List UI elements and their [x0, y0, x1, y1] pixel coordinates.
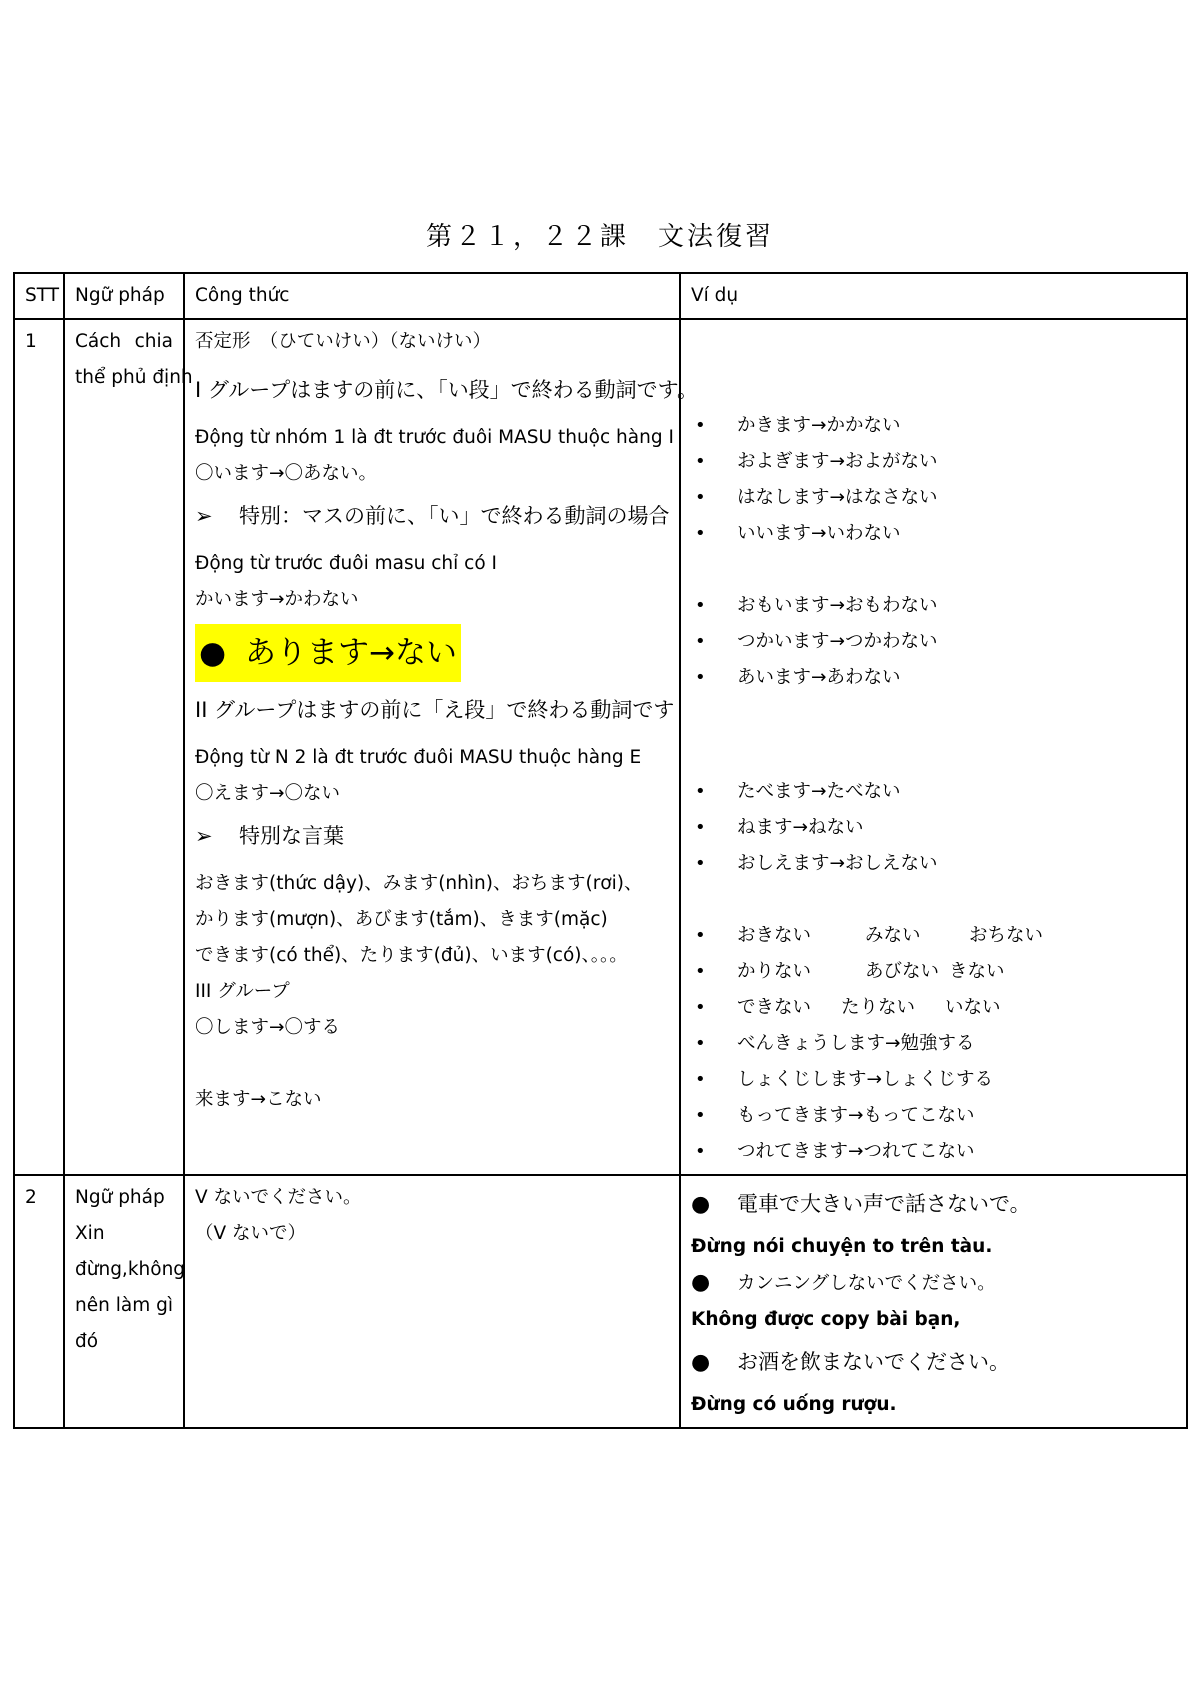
row2-grammar: [64, 1175, 184, 1428]
list-item: • ねます→ねない: [691, 810, 1176, 846]
group3-pattern: 〇します→〇する: [195, 1017, 341, 1038]
list-item: • もってきます→もってこない: [691, 1098, 1176, 1134]
row2-formula: [184, 1175, 680, 1428]
highlight-text: あります→ない: [245, 635, 457, 671]
table-row: [14, 319, 1187, 1175]
bullet-icon: ●: [199, 635, 227, 671]
group2-pattern: 〇えます→〇ない: [195, 783, 341, 804]
list-item: • かりない あびない きない: [691, 954, 1176, 990]
example-vi: Không được copy bài bạn,: [691, 1309, 961, 1330]
row2-grammar-line: đó: [75, 1331, 99, 1352]
group2-rule: II グループはますの前に「え段」で終わる動詞です: [195, 698, 675, 722]
special1-line: [195, 498, 669, 534]
table-row: [14, 1175, 1187, 1428]
grammar-table: [13, 272, 1188, 1429]
kuru-pattern: 来ます→こない: [195, 1089, 322, 1110]
example-vi: Đừng có uống rượu.: [691, 1394, 897, 1415]
row1-stt: 1: [14, 319, 64, 1175]
special1-examples: [691, 588, 1176, 696]
row2-formula-line: V ないでください。: [195, 1187, 362, 1208]
example-jp: ● お酒を飲まないでください。: [691, 1344, 1176, 1381]
row2-formula-line: （V ないで）: [195, 1223, 307, 1244]
list-item: • おしえます→おしえない: [691, 846, 1176, 882]
row1-grammar-line: Cách chia: [75, 331, 173, 352]
row2-grammar-line: Xin: [75, 1223, 105, 1244]
special2-text: 特別な言葉: [239, 824, 344, 848]
group1-rule: I グループはますの前に、「い段」で終わる動詞です。: [195, 378, 699, 402]
list-item: • できない たりない いない: [691, 990, 1176, 1026]
list-item: • つかいます→つかわない: [691, 624, 1176, 660]
list-item: • およぎます→およがない: [691, 444, 1176, 480]
group2-vi: Động từ N 2 là đt trước đuôi MASU thuộc hàng E: [195, 747, 642, 768]
row2-examples: [680, 1175, 1187, 1428]
header-grammar: Ngữ pháp: [64, 273, 184, 319]
list-item: • しょくじします→しょくじする: [691, 1062, 1176, 1098]
row2-grammar-line: đừng,không: [75, 1259, 186, 1280]
example-jp: ● カンニングしないでください。: [691, 1265, 1176, 1302]
bullet-icon: ●: [691, 1192, 711, 1217]
group1-pattern: 〇います→〇あない。: [195, 463, 378, 484]
list-item: • はなします→はなさない: [691, 480, 1176, 516]
list-item: • あいます→あわない: [691, 660, 1176, 696]
highlight-arimasu: [195, 624, 461, 682]
page-title: 第２１，２２課 文法復習: [425, 222, 774, 252]
special-words-line: かります(mượn)、あびます(tắm)、きます(mặc): [195, 909, 608, 930]
list-item: • たべます→たべない: [691, 774, 1176, 810]
group2-examples: [691, 774, 1176, 882]
special1-pattern: かいます→かわない: [195, 589, 359, 610]
group1-examples: [691, 408, 1176, 552]
group3-title: III グループ: [195, 981, 290, 1002]
special-words-line: おきます(thức dậy)、みます(nhìn)、おちます(rơi)、: [195, 873, 643, 894]
special-examples: [691, 918, 1176, 1170]
bullet-icon: ●: [691, 1350, 711, 1375]
list-item: • いいます→いわない: [691, 516, 1176, 552]
example-vi: Đừng nói chuyện to trên tàu.: [691, 1236, 993, 1257]
group1-vi: Động từ nhóm 1 là đt trước đuôi MASU thuộc hàng I: [195, 427, 674, 448]
example-jp: ● 電車で大きい声で話さないで。: [691, 1186, 1176, 1223]
special2-line: [195, 818, 669, 854]
row1-grammar-line: thể phủ định: [75, 367, 193, 388]
row1-grammar: [64, 319, 193, 1175]
header-stt: STT: [14, 273, 64, 319]
negative-form-title: 否定形 （ひていけい）（ないけい）: [195, 331, 492, 352]
list-item: • おきない みない おちない: [691, 918, 1176, 954]
list-item: • つれてきます→つれてこない: [691, 1134, 1176, 1170]
row1-examples: [680, 319, 1187, 1175]
bullet-icon: ●: [691, 1270, 711, 1295]
header-formula: Công thức: [184, 273, 680, 319]
row1-formula: [184, 319, 699, 1175]
list-item: • おもいます→おもわない: [691, 588, 1176, 624]
row2-grammar-line: nên làm gì: [75, 1295, 173, 1316]
special-words-line: できます(có thể)、たります(đủ)、います(có)、。。。: [195, 945, 628, 966]
special1-text: 特別：マスの前に、「い」で終わる動詞の場合: [239, 504, 670, 528]
arrow-bullet-icon: ➢: [195, 504, 213, 528]
row2-grammar-line: Ngữ pháp: [75, 1187, 165, 1208]
header-example: Ví dụ: [680, 273, 1187, 319]
row2-stt: 2: [14, 1175, 64, 1428]
table-header-row: [14, 273, 1187, 319]
arrow-bullet-icon: ➢: [195, 824, 213, 848]
list-item: • べんきょうします→勉強する: [691, 1026, 1176, 1062]
list-item: • かきます→かかない: [691, 408, 1176, 444]
special1-vi: Động từ trước đuôi masu chỉ có I: [195, 553, 497, 574]
